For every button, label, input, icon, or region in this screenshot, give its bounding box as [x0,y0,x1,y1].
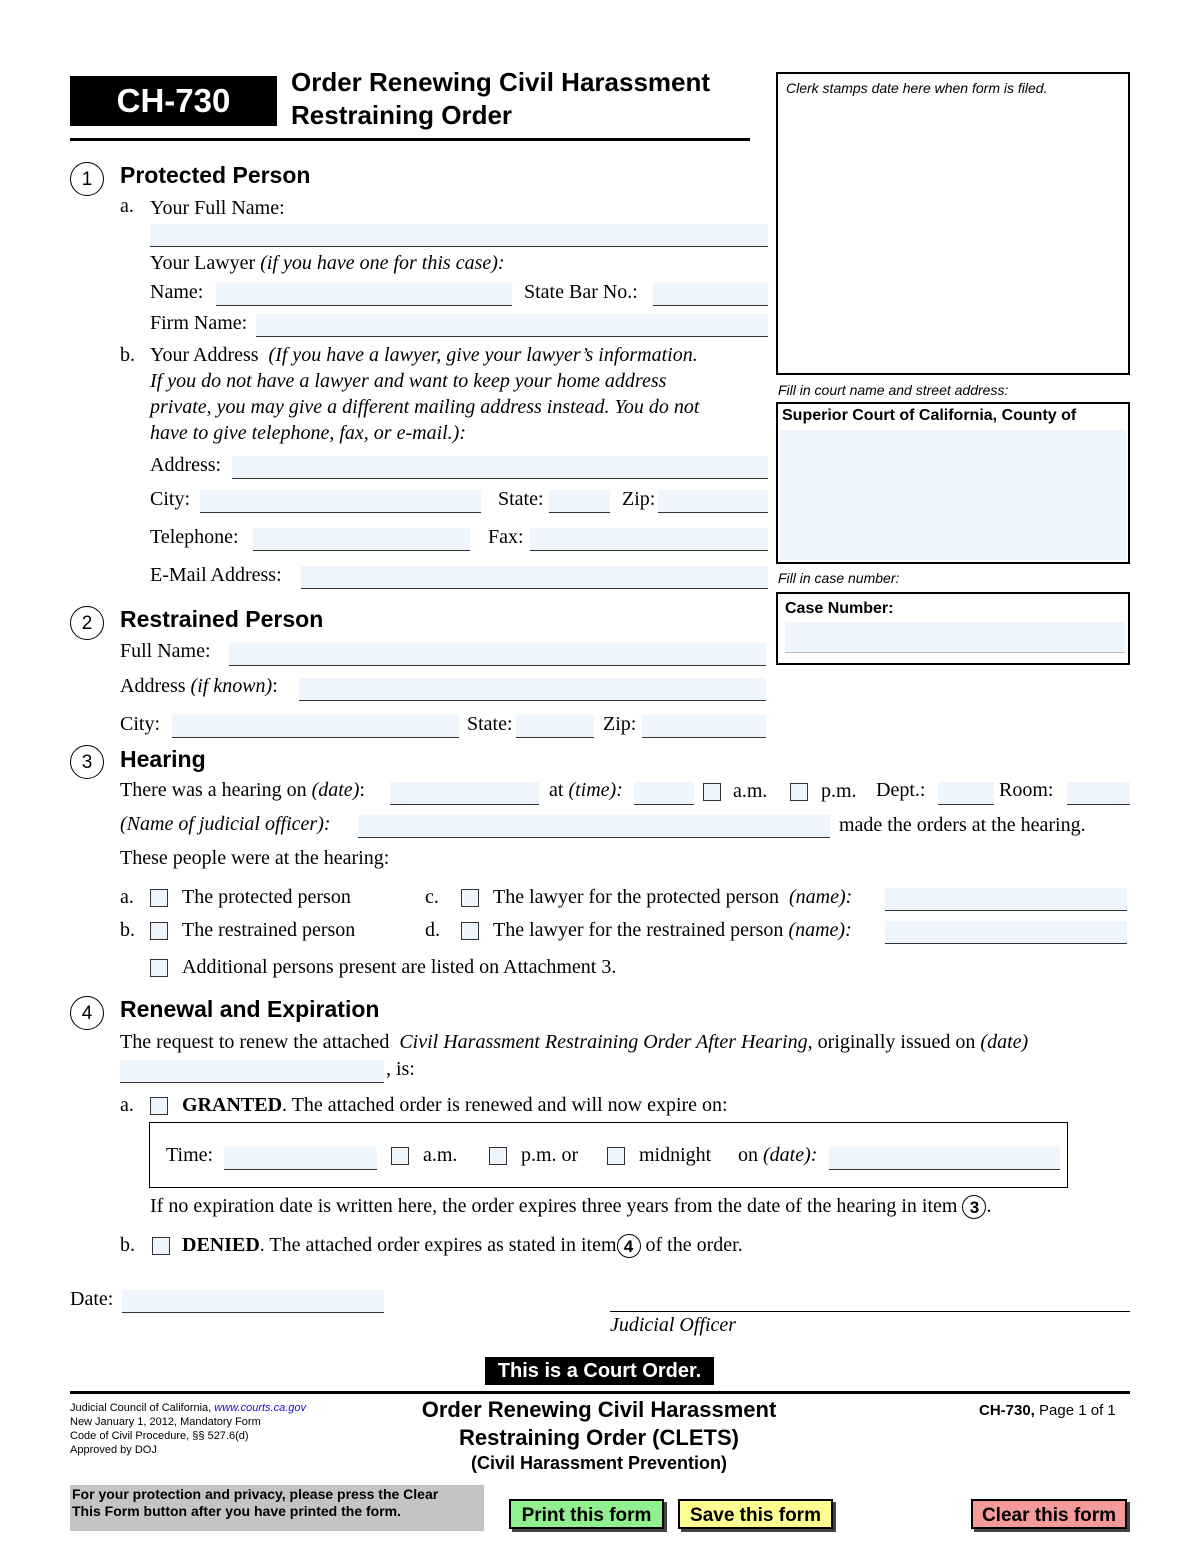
court-order-banner: This is a Court Order. [485,1357,714,1385]
restrained-address-note: (if known) [190,675,273,697]
no-date-period: . [986,1195,992,1217]
address-note-4: have to give telephone, fax, or e-mail.): [150,422,466,444]
hearing-time-field[interactable] [634,782,694,805]
hearing-time-label [549,779,623,802]
denied-label [182,1234,743,1258]
footer-line2: New January 1, 2012, Mandatory Form [70,1416,261,1428]
renewal-issued-text: , originally issued on [807,1031,976,1053]
state-label: State: [498,488,544,510]
expire-pm-label: p.m. or [521,1144,579,1166]
zip-field[interactable] [658,490,768,513]
save-form-button[interactable]: Save this form [678,1499,833,1529]
expire-time-label: Time: [166,1144,214,1166]
telephone-label: Telephone: [150,526,239,548]
renewal-date-note: (date) [980,1031,1029,1053]
address-note-1: (If you have a lawyer, give your lawyer’s information. [268,344,698,366]
restrained-present-label: The restrained person [182,919,356,941]
restrained-zip-field[interactable] [642,715,766,738]
restrained-lawyer-text: The lawyer for the restrained person [493,919,784,941]
telephone-field[interactable] [253,528,470,551]
email-field[interactable] [301,566,768,589]
footer-title-line3: (Civil Harassment Prevention) [470,1453,728,1473]
footer-title-line2: Restraining Order (CLETS) [459,1425,739,1450]
firm-name-field[interactable] [256,314,768,337]
denied-checkbox[interactable] [152,1237,170,1255]
state-bar-label: State Bar No.: [524,281,638,303]
item-3-ref-badge: 3 [962,1195,986,1219]
case-number-field[interactable] [785,622,1125,653]
restrained-address-field[interactable] [299,678,766,701]
address-note-3: private, you may give a different mailing address instead. You do not [150,396,700,418]
section-3-title: Hearing [120,746,206,772]
footer-page-number: Page 1 of 1 [1039,1402,1116,1419]
clear-form-button[interactable]: Clear this form [971,1499,1127,1529]
form-title-line1: Order Renewing Civil Harassment [291,67,711,97]
item-4a-marker: a. [120,1094,134,1116]
court-instruction: Fill in court name and street address: [778,382,1009,398]
item-1b-marker: b. [120,344,135,366]
fax-field[interactable] [530,528,768,551]
hearing-time-note: (time): [568,779,623,801]
form-title-line2: Restraining Order [291,100,513,130]
email-label: E-Mail Address: [150,564,282,586]
state-field[interactable] [549,490,610,513]
restrained-address-label [120,675,278,698]
people-present-text: These people were at the hearing: [120,847,390,869]
hearing-date-field[interactable] [390,782,539,805]
lawyer-name-label: Name: [150,281,204,303]
item-3d-marker: d. [425,919,440,941]
form-code-block: CH-730 [70,76,277,126]
protected-lawyer-name-note: (name): [789,886,853,908]
restrained-present-checkbox[interactable] [150,922,168,940]
footer-rule [70,1391,1130,1394]
address-note-2: If you do not have a lawyer and want to keep your home address [150,370,667,392]
lawyer-label-text: Your Lawyer [150,252,256,274]
address-field[interactable] [232,456,768,479]
clerk-stamp-box [776,72,1130,375]
print-form-button[interactable]: Print this form [509,1499,664,1529]
denied-of-order: of the order. [645,1234,743,1256]
renewal-is-text: , is: [386,1058,415,1080]
city-label: City: [150,488,191,510]
restrained-city-label: City: [120,713,161,735]
expire-date-note: (date): [763,1144,818,1166]
restrained-name-field[interactable] [229,643,766,666]
restrained-name-label: Full Name: [120,640,211,662]
privacy-note [70,1485,484,1531]
hearing-colon: : [359,779,365,801]
protected-full-name-field[interactable] [150,224,768,247]
fax-label: Fax: [488,526,524,548]
state-bar-field[interactable] [653,283,768,306]
firm-name-label: Firm Name: [150,312,248,334]
item-4b-marker: b. [120,1234,135,1256]
protected-lawyer-text: The lawyer for the protected person [493,886,779,908]
granted-label [182,1094,728,1117]
hearing-at-text: at [549,779,564,801]
item-3b-marker: b. [120,919,135,941]
court-name-field[interactable] [780,430,1126,560]
expire-midnight-checkbox[interactable] [607,1147,625,1165]
hearing-am-label: a.m. [733,780,768,802]
privacy-note-line2: This Form button after you have printed the form. [72,1503,402,1519]
expire-pm-checkbox[interactable] [489,1147,507,1165]
signature-date-label: Date: [70,1288,114,1310]
additional-persons-checkbox[interactable] [150,959,168,977]
expire-time-field[interactable] [224,1147,377,1170]
section-1-number: 1 [70,162,104,196]
hearing-text-main: There was a hearing on [120,779,307,801]
section-2-title: Restrained Person [120,606,324,632]
room-field[interactable] [1067,782,1130,805]
restrained-address-colon: : [272,675,278,697]
restrained-zip-label: Zip: [603,713,637,735]
no-date-main: If no expiration date is written here, the order expires three years from the date of the hearing in item [150,1195,958,1217]
restrained-state-field[interactable] [516,715,594,738]
address-heading-line [150,344,698,367]
restrained-lawyer-name-field[interactable] [885,921,1127,944]
expire-midnight-label: midnight [639,1144,712,1166]
footer-line4: Approved by DOJ [70,1444,157,1456]
judicial-officer-name-field[interactable] [358,815,830,838]
zip-label: Zip: [622,488,656,510]
item-1a-marker: a. [120,195,134,217]
renewal-order-name: Civil Harassment Restraining Order After Hearing [399,1031,808,1053]
restrained-address-text: Address [120,675,186,697]
full-name-label: Your Full Name: [150,197,285,219]
footer-line3: Code of Civil Procedure, §§ 527.6(d) [70,1430,249,1442]
expire-on-text: on [738,1144,758,1166]
section-4-title: Renewal and Expiration [120,996,380,1022]
granted-text: GRANTED [182,1094,283,1116]
granted-description: . The attached order is renewed and will now expire on: [282,1094,728,1116]
denied-text: DENIED [182,1234,260,1256]
protected-lawyer-name-field[interactable] [885,888,1127,911]
restrained-state-label: State: [467,713,513,735]
clerk-stamp-note: Clerk stamps date here when form is filed. [786,80,1048,96]
hearing-text [120,779,365,802]
original-issue-date-field[interactable] [120,1060,384,1083]
expire-am-checkbox[interactable] [391,1147,409,1165]
section-1-title: Protected Person [120,162,311,188]
address-label: Address: [150,454,222,476]
denied-description: . The attached order expires as stated in item [259,1234,617,1256]
item-3a-marker: a. [120,886,134,908]
restrained-lawyer-checkbox[interactable] [461,922,479,940]
section-4-number: 4 [70,996,104,1030]
expire-date-label [738,1144,817,1167]
restrained-city-field[interactable] [172,715,459,738]
granted-checkbox[interactable] [150,1097,168,1115]
case-label: Case Number: [785,600,894,617]
additional-persons-label: Additional persons present are listed on Attachment 3. [182,956,617,978]
lawyer-label [150,252,505,275]
expire-am-label: a.m. [423,1144,458,1166]
footer-council: Judicial Council of California, [70,1402,215,1414]
restrained-lawyer-name-note: (name): [788,919,852,941]
signature-date-field[interactable] [122,1290,384,1313]
hearing-pm-label: p.m. [821,780,857,802]
dept-label: Dept.: [876,779,926,801]
footer-form-code: CH-730, [979,1402,1035,1419]
item-4-ref-badge: 4 [617,1234,641,1258]
privacy-note-line1: For your protection and privacy, please press the Clear [72,1486,439,1502]
city-field[interactable] [200,490,481,513]
section-3-number: 3 [70,745,104,779]
hearing-pm-checkbox[interactable] [790,783,808,801]
expire-date-field[interactable] [829,1147,1060,1170]
hearing-am-checkbox[interactable] [703,783,721,801]
protected-lawyer-label [493,886,852,909]
room-label: Room: [999,779,1054,801]
footer-line1 [70,1402,306,1414]
footer-link[interactable]: www.courts.ca.gov [214,1402,306,1414]
header-rule [70,138,750,141]
restrained-lawyer-label [493,919,852,942]
dept-field[interactable] [938,782,994,805]
item-3c-marker: c. [425,886,439,908]
section-2-number: 2 [70,606,104,640]
lawyer-name-field[interactable] [216,283,512,306]
case-instruction: Fill in case number: [778,570,900,586]
protected-present-label: The protected person [182,886,351,908]
lawyer-note: (if you have one for this case): [260,252,505,274]
footer-page-info [979,1402,1116,1419]
judicial-officer-label: Judicial Officer [610,1314,737,1336]
judicial-officer-signature-line [610,1311,1130,1312]
judicial-officer-note: (Name of judicial officer): [120,813,331,835]
no-date-text [150,1195,991,1219]
hearing-date-note: (date) [311,779,360,801]
footer-title-line1: Order Renewing Civil Harassment [421,1397,777,1422]
protected-lawyer-checkbox[interactable] [461,889,479,907]
court-label: Superior Court of California, County of [782,407,1077,424]
renewal-request-main: The request to renew the attached [120,1031,390,1053]
address-heading: Your Address [150,344,259,366]
protected-present-checkbox[interactable] [150,889,168,907]
made-orders-text: made the orders at the hearing. [839,814,1086,836]
renewal-request-text [120,1031,1028,1054]
